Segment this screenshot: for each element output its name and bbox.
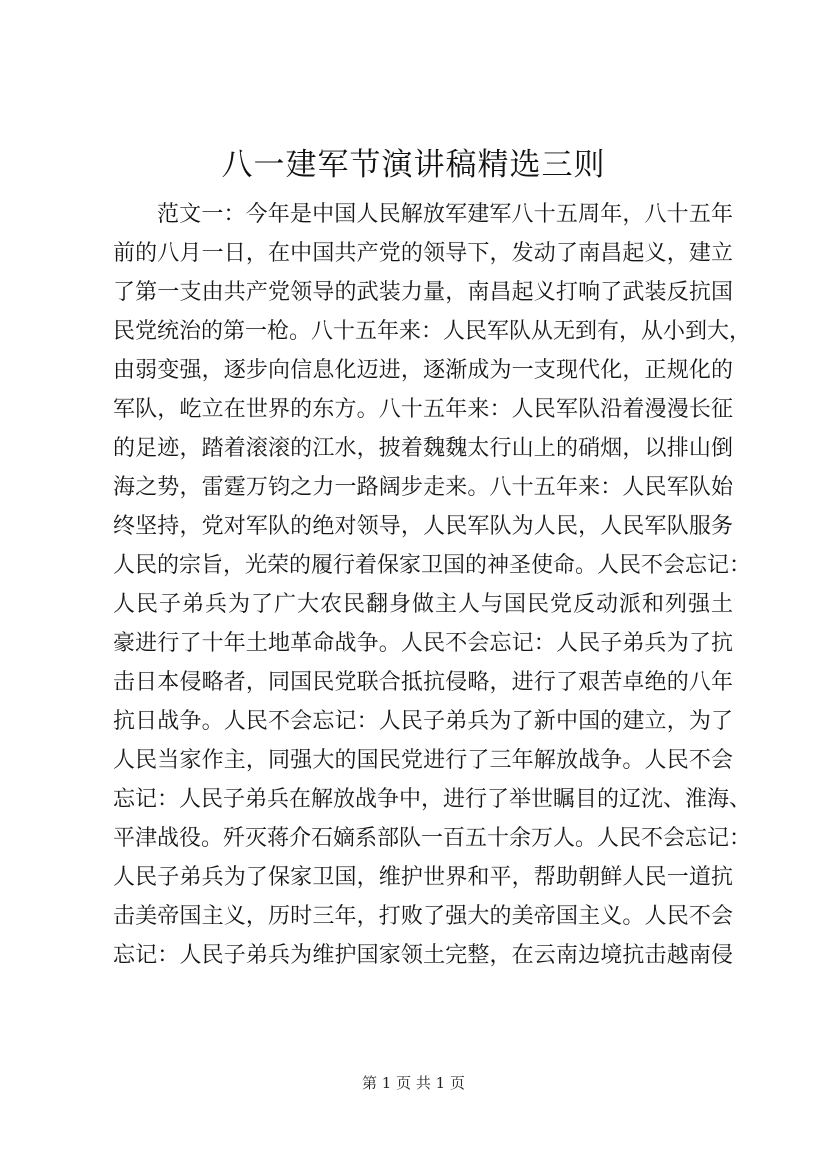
paragraph-line: 范文一：今年是中国人民解放军建军八十五周年，八十五年: [157, 202, 733, 227]
paragraph-line: 民党统治的第一枪。八十五年来：人民军队从无到有，从小到大，: [113, 319, 752, 344]
paragraph-line: 人民的宗旨，光荣的履行着保家卫国的神圣使命。人民不会忘记：: [113, 553, 752, 578]
page-number: 第 1 页 共 1 页: [362, 1074, 465, 1092]
paragraph-line: 由弱变强，逐步向信息化迈进，逐渐成为一支现代化，正规化的: [113, 358, 733, 383]
paragraph-line: 人民子弟兵为了广大农民翻身做主人与国民党反动派和列强土: [113, 592, 733, 617]
paragraph-line: 豪进行了十年土地革命战争。人民不会忘记：人民子弟兵为了抗: [113, 631, 733, 656]
paragraph-line: 击美帝国主义，历时三年，打败了强大的美帝国主义。人民不会: [113, 904, 733, 929]
paragraph-line: 人民当家作主，同强大的国民党进行了三年解放战争。人民不会: [113, 748, 733, 773]
paragraph-line: 击日本侵略者，同国民党联合抵抗侵略，进行了艰苦卓绝的八年: [113, 670, 733, 695]
paragraph-line: 忘记：人民子弟兵为维护国家领土完整，在云南边境抗击越南侵: [113, 943, 733, 968]
document-body: [113, 195, 752, 975]
paragraph-line: 终坚持，党对军队的绝对领导，人民军队为人民，人民军队服务: [113, 514, 733, 539]
paragraph-line: 的足迹，踏着滚滚的江水，披着魏魏太行山上的硝烟，以排山倒: [113, 436, 733, 461]
paragraph-line: 了第一支由共产党领导的武装力量，南昌起义打响了武装反抗国: [113, 280, 733, 305]
paragraph-line: 抗日战争。人民不会忘记：人民子弟兵为了新中国的建立，为了: [113, 709, 733, 734]
paragraph-line: 人民子弟兵为了保家卫国，维护世界和平，帮助朝鲜人民一道抗: [113, 865, 733, 890]
paragraph-line: 军队，屹立在世界的东方。八十五年来：人民军队沿着漫漫长征: [113, 397, 733, 422]
paragraph-line: 忘记：人民子弟兵在解放战争中，进行了举世瞩目的辽沈、淮海、: [113, 787, 752, 812]
paragraph-line: 前的八月一日，在中国共产党的领导下，发动了南昌起义，建立: [113, 241, 733, 266]
paragraph-line: 海之势，雷霆万钧之力一路阔步走来。八十五年来：人民军队始: [113, 475, 733, 500]
document-title: 八一建军节演讲稿精选三则: [221, 147, 606, 183]
paragraph-line: 平津战役。歼灭蒋介石嫡系部队一百五十余万人。人民不会忘记：: [113, 826, 752, 851]
